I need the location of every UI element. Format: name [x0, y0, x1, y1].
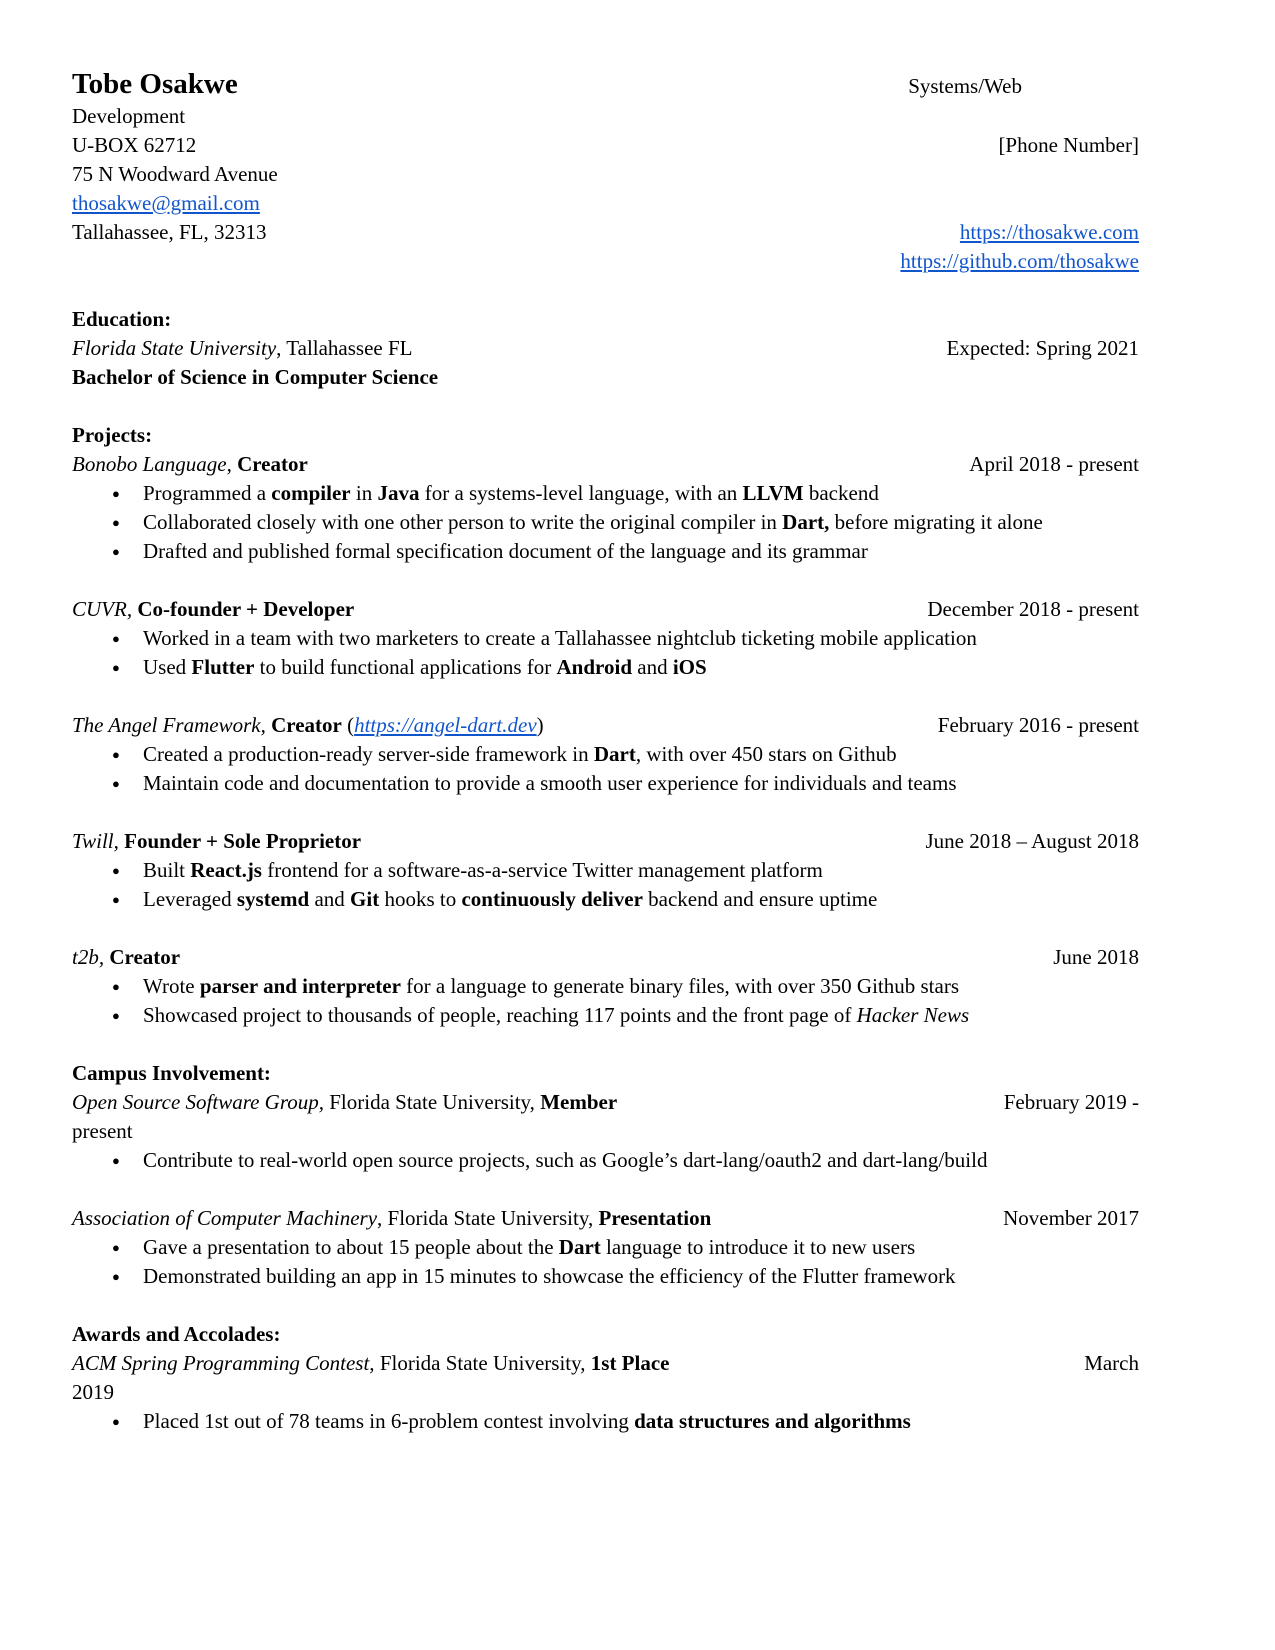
text-run: data structures and algorithms	[634, 1409, 911, 1433]
text-run: , Florida State University,	[377, 1206, 599, 1230]
person-name: Tobe Osakwe	[72, 68, 238, 100]
text-run: (	[341, 713, 355, 737]
bullet-item	[72, 769, 1139, 798]
bullet-list	[72, 1146, 1139, 1175]
text-run: before migrating it alone	[829, 510, 1043, 534]
entry-date-wrap: present	[72, 1119, 133, 1143]
text-run: The Angel Framework,	[72, 713, 266, 737]
entry-date: June 2018 – August 2018	[925, 829, 1139, 853]
text-run: ,	[226, 452, 238, 476]
entry-title-row	[72, 1204, 1139, 1233]
bullet-list	[72, 624, 1139, 682]
entry	[72, 1088, 1139, 1175]
entry	[72, 827, 1139, 914]
bullet-list	[72, 972, 1139, 1030]
bullet-item	[72, 537, 1139, 566]
entry-title	[72, 1349, 670, 1378]
section-heading: Education:	[72, 307, 172, 331]
text-run: Florida State University,	[323, 1090, 541, 1114]
bullet-item	[72, 479, 1139, 508]
name-row	[72, 66, 1139, 102]
resume-header	[72, 66, 1139, 276]
text-run: Open Source Software Group,	[72, 1090, 324, 1114]
bullet-list	[72, 856, 1139, 914]
bullet-item	[72, 508, 1139, 537]
text-run: Founder + Sole Proprietor	[124, 829, 362, 853]
mailbox-line: U-BOX 62712	[72, 133, 197, 157]
text-run: React.js	[190, 858, 262, 882]
entry-title	[72, 595, 354, 624]
text-run: Wrote	[143, 974, 200, 998]
text-run: Hacker News	[856, 1003, 970, 1027]
entry-title	[72, 943, 180, 972]
text-run: Drafted and published formal specification document of the language and its grammar	[143, 539, 868, 563]
entry-title	[72, 1088, 617, 1117]
bullet-item	[72, 1262, 1139, 1291]
text-run: Association of Computer Machinery	[72, 1206, 378, 1230]
email-row	[72, 189, 1139, 218]
text-run: Dart,	[782, 510, 830, 534]
section-heading: Awards and Accolades:	[72, 1322, 281, 1346]
entry-title-row	[72, 334, 1139, 363]
text-run: to build functional applications for	[254, 655, 557, 679]
text-run: LLVM	[742, 481, 804, 505]
text-run: Android	[556, 655, 632, 679]
text-run: Worked in a team with two marketers to create a Tallahassee nightclub ticketing mobile application	[143, 626, 977, 650]
text-run: Contribute to real-world open source projects, such as Google’s dart-lang/oauth2 and dart-lang/build	[143, 1148, 988, 1172]
text-run: Dart	[558, 1235, 601, 1259]
text-run: backend	[803, 481, 879, 505]
entry	[72, 711, 1139, 798]
text-run: , with over 450 stars on Github	[635, 742, 897, 766]
text-run: Co-founder + Developer	[137, 597, 355, 621]
text-run: Creator	[109, 945, 181, 969]
github-link[interactable]: https://github.com/thosakwe	[900, 249, 1139, 273]
bullet-item	[72, 885, 1139, 914]
text-run: iOS	[672, 655, 707, 679]
text-run: and	[309, 887, 351, 911]
text-run: Twill,	[72, 829, 119, 853]
entry	[72, 334, 1139, 392]
bullet-item	[72, 1407, 1139, 1436]
text-run: Created a production-ready server-side framework in	[143, 742, 594, 766]
text-run: Bonobo Language	[72, 452, 227, 476]
entry-date: June 2018	[1053, 945, 1139, 969]
phone-placeholder: [Phone Number]	[998, 133, 1139, 157]
text-run: hooks to	[379, 887, 462, 911]
text-run: Presentation	[598, 1206, 712, 1230]
text-run: , Tallahassee FL	[276, 336, 413, 360]
entry-title-row	[72, 450, 1139, 479]
entry-title	[72, 1204, 711, 1233]
text-run: Florida State University	[72, 336, 277, 360]
text-run: Placed 1st out of 78 teams in 6-problem contest involving	[143, 1409, 635, 1433]
bullet-list	[72, 1233, 1139, 1291]
text-run: ACM Spring Programming Contest,	[72, 1351, 375, 1375]
entry-title-row	[72, 595, 1139, 624]
entry-date: February 2019 -	[1003, 1090, 1139, 1114]
entry-date: April 2018 - present	[969, 452, 1139, 476]
text-run: Leveraged	[143, 887, 237, 911]
entry-title-row	[72, 1088, 1139, 1117]
text-run: continuously deliver	[461, 887, 643, 911]
city-row	[72, 218, 1139, 247]
text-run: Flutter	[191, 655, 255, 679]
text-run: Demonstrated building an app in 15 minutes to showcase the efficiency of the Flutter framework	[143, 1264, 956, 1288]
bullet-list	[72, 1407, 1139, 1436]
resume-section	[72, 1059, 1139, 1291]
entry-title-row	[72, 1349, 1139, 1378]
entry	[72, 1204, 1139, 1291]
text-run: for a systems-level language, with an	[419, 481, 743, 505]
text-run: Showcased project to thousands of people, reaching 117 points and the front page of	[143, 1003, 857, 1027]
bullet-list	[72, 740, 1139, 798]
text-run: Gave a presentation to about 15 people about the	[143, 1235, 559, 1259]
text-run: compiler	[271, 481, 351, 505]
website-link[interactable]: https://thosakwe.com	[959, 220, 1139, 244]
section-heading: Campus Involvement:	[72, 1061, 271, 1085]
text-run: Creator	[237, 452, 308, 476]
bullet-item	[72, 1233, 1139, 1262]
email-link[interactable]: thosakwe@gmail.com	[72, 191, 260, 215]
entry-subtitle	[72, 363, 1139, 392]
entry	[72, 943, 1139, 1030]
text-run: Built	[143, 858, 191, 882]
text-run: backend and ensure uptime	[642, 887, 878, 911]
text-run: for a language to generate binary files, with over 350 Github stars	[400, 974, 960, 998]
text-run: Collaborated closely with one other person to write the original compiler in	[143, 510, 783, 534]
entry-title	[72, 334, 413, 363]
entry-date-wrap: 2019	[72, 1380, 114, 1404]
text-run: frontend for a software-as-a-service Twitter management platform	[261, 858, 823, 882]
bullet-item	[72, 972, 1139, 1001]
entry-title-row	[72, 943, 1139, 972]
entry-date: Expected: Spring 2021	[946, 336, 1139, 360]
entry-date: November 2017	[1003, 1206, 1139, 1230]
entry-title-row	[72, 827, 1139, 856]
text-run: Java	[377, 481, 420, 505]
city-line: Tallahassee, FL, 32313	[72, 220, 267, 244]
text-run: Bachelor of Science in Computer Science	[72, 365, 439, 389]
resume-section	[72, 305, 1139, 392]
text-run: Used	[143, 655, 192, 679]
bullet-list	[72, 479, 1139, 566]
bullet-item	[72, 856, 1139, 885]
text-run: systemd	[236, 887, 310, 911]
mailbox-row	[72, 131, 1139, 160]
text-run: Member	[540, 1090, 618, 1114]
text-run: 1st Place	[590, 1351, 670, 1375]
entry-date: March	[1084, 1351, 1139, 1375]
resume-section	[72, 421, 1139, 1030]
text-run: language to introduce it to new users	[600, 1235, 916, 1259]
text-run: Programmed a	[143, 481, 272, 505]
text-run: Florida State University,	[374, 1351, 591, 1375]
bullet-item	[72, 740, 1139, 769]
text-run: Git	[350, 887, 380, 911]
entry-title	[72, 711, 544, 740]
entry	[72, 450, 1139, 566]
bullet-item	[72, 624, 1139, 653]
section-heading: Projects:	[72, 423, 153, 447]
street-line: 75 N Woodward Avenue	[72, 162, 278, 186]
entry-date: February 2016 - present	[937, 713, 1139, 737]
entry-title	[72, 827, 361, 856]
text-run: Maintain code and documentation to provide a smooth user experience for individuals and teams	[143, 771, 957, 795]
bullet-item	[72, 1001, 1139, 1030]
text-run: and	[632, 655, 673, 679]
text-run: Dart	[593, 742, 636, 766]
text-run: parser and interpreter	[199, 974, 401, 998]
text-run: )	[536, 713, 544, 737]
entry-date: December 2018 - present	[927, 597, 1139, 621]
entry-title	[72, 450, 308, 479]
text-run: in	[350, 481, 378, 505]
entry	[72, 1349, 1139, 1436]
text-run: t2b,	[72, 945, 105, 969]
entry	[72, 595, 1139, 682]
resume-body	[72, 305, 1139, 1436]
inline-link[interactable]: https://angel-dart.dev	[354, 713, 537, 737]
bullet-item	[72, 1146, 1139, 1175]
bullet-item	[72, 653, 1139, 682]
entry-title-row	[72, 711, 1139, 740]
github-row	[72, 247, 1139, 276]
resume-section	[72, 1320, 1139, 1436]
text-run: Creator	[271, 713, 342, 737]
role-text: Systems/Web	[908, 74, 1022, 98]
text-run: CUVR,	[72, 597, 133, 621]
role-text-wrap: Development	[72, 104, 186, 128]
